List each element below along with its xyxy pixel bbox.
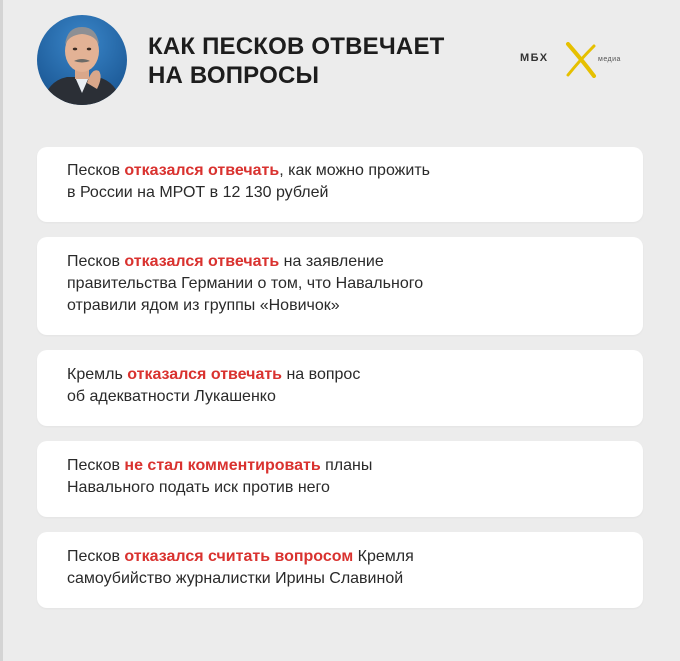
highlight-text: отказался считать вопросом (124, 548, 354, 565)
card-line: Кремль отказался отвечать на вопрос (67, 366, 361, 383)
logo-x-icon (564, 42, 598, 78)
mbh-media-logo (512, 38, 652, 80)
page-title (148, 32, 445, 90)
card-line: Песков отказался отвечать, как можно прожить (67, 162, 430, 179)
card-line: в России на МРОТ в 12 130 рублей (67, 184, 329, 201)
highlight-text: не стал комментировать (124, 457, 321, 474)
header (0, 0, 680, 130)
statement-card-1 (37, 147, 643, 222)
avatar (37, 15, 127, 105)
highlight-text: отказался отвечать (127, 366, 283, 383)
card-line: Песков не стал комментировать планы (67, 457, 373, 474)
card-text (67, 251, 619, 317)
card-line: Песков отказался считать вопросом Кремля (67, 548, 414, 565)
card-text (67, 364, 619, 408)
statement-card-4 (37, 441, 643, 517)
logo-subtitle: медиа (598, 56, 621, 63)
card-line: об адекватности Лукашенко (67, 388, 276, 405)
card-line: Навального подать иск против него (67, 479, 330, 496)
card-text (67, 546, 619, 590)
card-line: отравили ядом из группы «Новичок» (67, 297, 340, 314)
card-line: самоубийство журналистки Ирины Славиной (67, 570, 404, 587)
card-line: правительства Германии о том, что Навального (67, 275, 424, 292)
card-text (67, 160, 619, 204)
highlight-text: отказался отвечать (124, 162, 280, 179)
title-line-1: КАК ПЕСКОВ ОТВЕЧАЕТ (148, 33, 445, 60)
statement-card-3 (37, 350, 643, 426)
card-text (67, 455, 619, 499)
title-line-2: НА ВОПРОСЫ (148, 62, 320, 89)
statement-card-5 (37, 532, 643, 608)
statement-card-2 (37, 237, 643, 335)
card-line: Песков отказался отвечать на заявление (67, 253, 384, 270)
highlight-text: отказался отвечать (124, 253, 280, 270)
logo-text: МБХ (520, 52, 549, 64)
